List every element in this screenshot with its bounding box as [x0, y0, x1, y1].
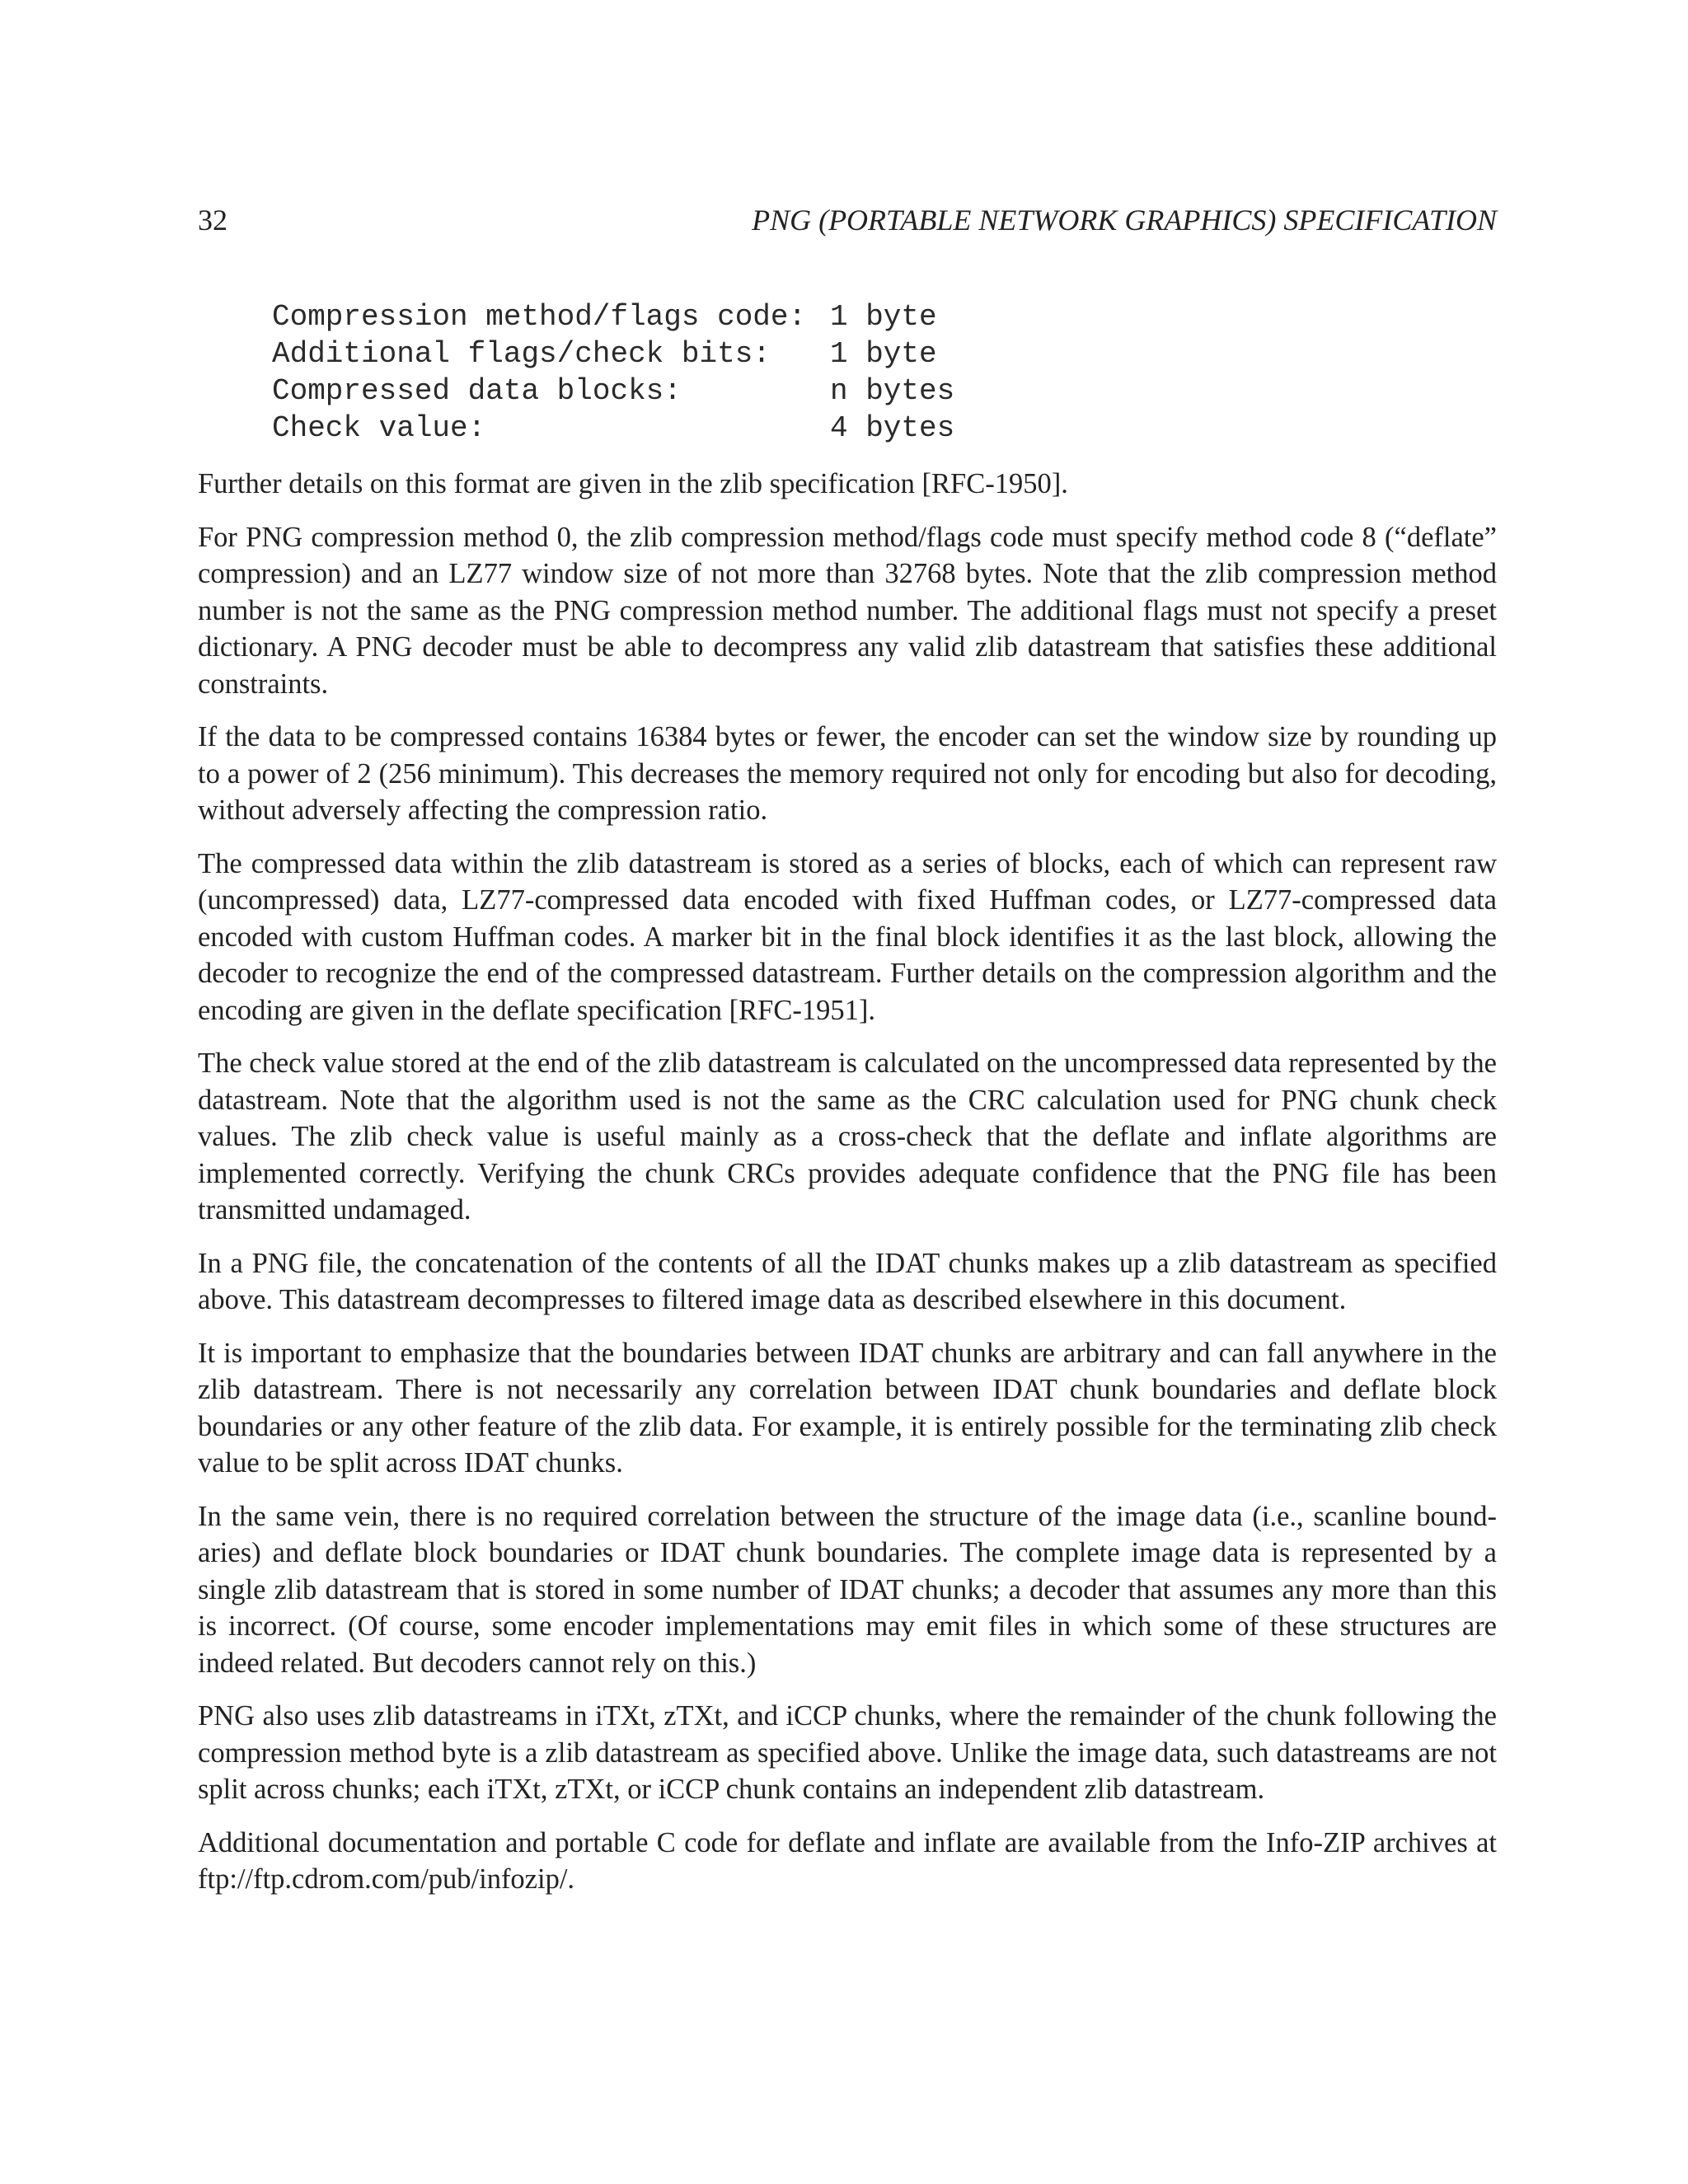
paragraph-compressed-blocks: The compressed data within the zlib datastream is stored as a series of blocks, each of which can represent raw (uncompressed) data, LZ77-compressed data encoded with fixed Huffman codes, or LZ77-compressed data encoded with custom Huffman codes. A marker bit in the final block identifies it as the last block, allowing the decoder to recognize the end of the compressed datastream. Further details on the compression algorithm and the encoding are given in the deflate specification [RFC-1951].: [198, 847, 1497, 1026]
paragraph-idat-boundaries: It is important to emphasize that the boundaries between IDAT chunks are arbitrary and can fall anywhere in the zlib datastream. There is not necessarily any correlation between IDAT chunk boundaries and deflate block boundaries or any other feature of the zlib data. For example, it is entirely possible for the terminating zlib check value to be split across IDAT chunks.: [198, 1337, 1497, 1479]
running-title: PNG (PORTABLE NETWORK GRAPHICS) SPECIFICATION: [752, 204, 1497, 237]
paragraph-info-zip: Additional documentation and portable C code for deflate and inflate are available from the Info-ZIP archives at ftp://ftp.cdrom.com/pub/infozip/.: [198, 1826, 1497, 1895]
field-size: 1 byte: [830, 300, 937, 334]
zlib-field-row: [272, 335, 954, 373]
field-name: Compressed data blocks:: [272, 374, 682, 408]
field-name: Additional flags/check bits:: [272, 337, 771, 371]
paragraph-idat-concatenation: In a PNG file, the concatenation of the contents of all the IDAT chunks makes up a zlib datastream as specified above. This datastream decompresses to filtered image data as described elsewhere in this document.: [198, 1247, 1497, 1315]
field-size: 4 bytes: [830, 411, 955, 445]
paragraph-compression-method-0: For PNG compression method 0, the zlib compression method/flags code must specify method code 8 (“deflate” compression) and an LZ77 window size of not more than 32768 bytes. Note that the zlib compression method number is not the same as the PNG compression method number. The additional flags must not specify a preset dictionary. A PNG decoder must be able to decompress any valid zlib datastream that satisfies these additional constraints.: [198, 521, 1497, 700]
zlib-field-row: [272, 410, 954, 447]
zlib-field-row: [272, 298, 954, 335]
paragraph-image-structure: In the same vein, there is no required correlation between the structure of the image data (i.e., scanline boundaries) and deflate block boundaries or IDAT chunk boundaries. The complete image data is represented by a single zlib datastream that is stored in some number of IDAT chunks; a decoder that assumes any more than this is incorrect. (Of course, some encoder implementations may emit files in which some of these structures are indeed related. But decoders cannot rely on this.): [198, 1500, 1497, 1679]
field-size: 1 byte: [830, 337, 937, 371]
field-name: Compression method/flags code:: [272, 300, 807, 334]
body-text: [198, 466, 1497, 1915]
page-header: [198, 199, 1497, 241]
page-number: 32: [198, 204, 227, 237]
paragraph-check-value: The check value stored at the end of the zlib datastream is calculated on the uncompressed data represented by the datastream. Note that the algorithm used is not the same as the CRC calculation used for PNG chunk check values. The zlib check value is useful mainly as a cross-check that the deflate and inflate algorithms are implemented correctly. Verifying the chunk CRCs provides adequate confidence that the PNG file has been transmitted undamaged.: [198, 1047, 1497, 1226]
paragraph-zlib-spec-reference: Further details on this format are given in the zlib specification [RFC-1950].: [198, 468, 1068, 499]
paragraph-text-chunks: PNG also uses zlib datastreams in iTXt, zTXt, and iCCP chunks, where the remainder of the chunk following the compression method byte is a zlib datastream as specified above. Unlike the image data, such datastreams are not split across chunks; each iTXt, zTXt, or iCCP chunk contains an independent zlib datastream.: [198, 1700, 1497, 1805]
field-name: Check value:: [272, 411, 486, 445]
zlib-format-table: [272, 298, 954, 447]
field-size: n bytes: [830, 374, 955, 408]
zlib-field-row: [272, 373, 954, 410]
paragraph-window-size: If the data to be compressed contains 16384 bytes or fewer, the encoder can set the window size by rounding up to a power of 2 (256 minimum). This decreases the memory required not only for encoding but also for decoding, without adversely affecting the compression ratio.: [198, 721, 1497, 826]
